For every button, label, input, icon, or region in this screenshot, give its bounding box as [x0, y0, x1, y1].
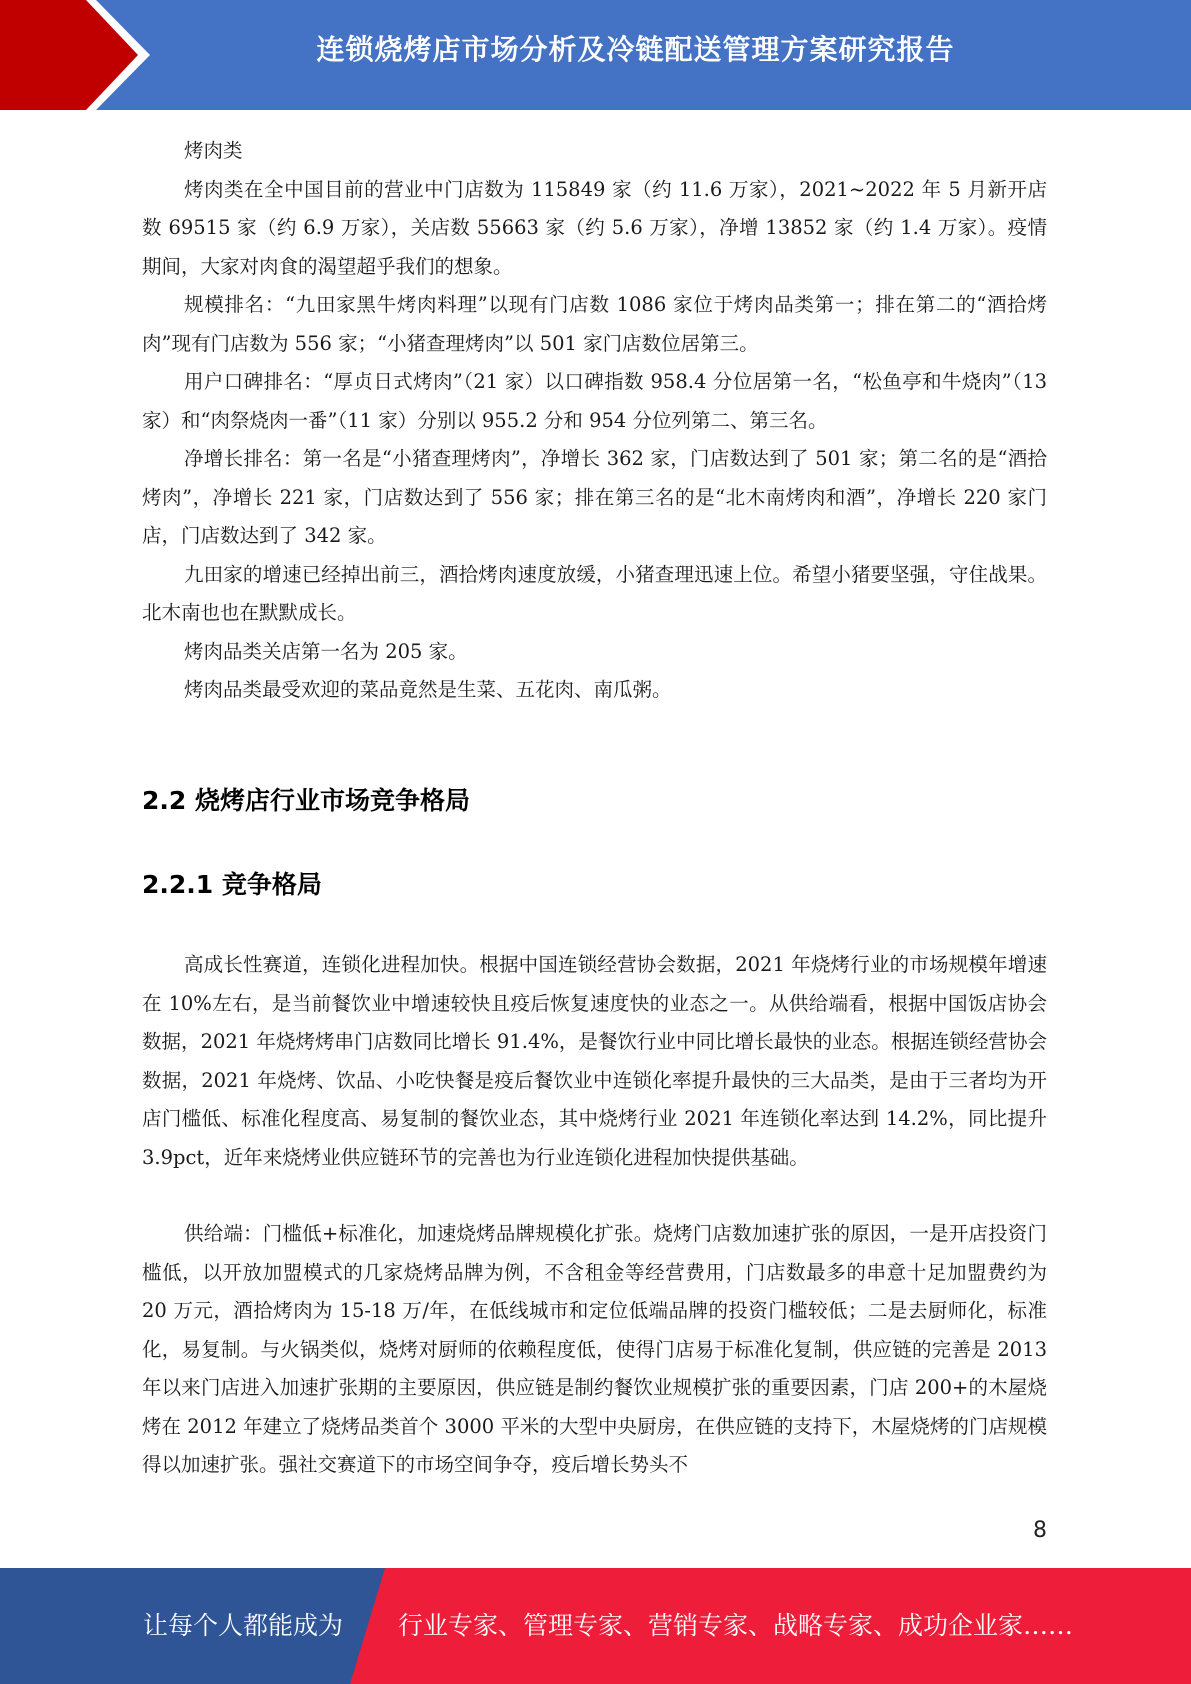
paragraph: 用户口碑排名：“厚贞日式烤肉”（21 家）以口碑指数 958.4 分位居第一名，“松鱼亭和牛烧肉”（13 家）和“肉祭烧肉一番”（11 家）分别以 955.2 分和 954 分位列第二、第三名。: [142, 370, 1047, 432]
section-competition: [142, 946, 1047, 1485]
section-heading-2-2: 2.2 烧烤店行业市场竞争格局: [142, 786, 470, 815]
paragraph: 烤肉品类关店第一名为 205 家。: [184, 639, 468, 663]
paragraph: 烤肉品类最受欢迎的菜品竟然是生菜、五花肉、南瓜粥。: [184, 678, 672, 701]
page-number: 8: [1033, 1518, 1047, 1543]
document-title: 连锁烧烤店市场分析及冷链配送管理方案研究报告: [316, 33, 955, 66]
footer-slogan-right: 行业专家、管理专家、营销专家、战略专家、成功企业家……: [398, 1611, 1074, 1640]
paragraph: 供给端：门槛低+标准化，加速烧烤品牌规模化扩张。烧烤门店数加速扩张的原因，一是开店投资门槛低，以开放加盟模式的几家烧烤品牌为例，不含租金等经营费用，门店数最多的串意十足加盟费约为 20 万元，酒拾烤肉为 15-18 万/年，在低线城市和定位低端品牌的投资门槛较低；二是去厨师化，标准化，易复制。与火锅类似，烧烤对厨师的依赖程度低，使得门店易于标准化复制，供应链的完善是 2013 年以来门店进入加速扩张期的主要原因，供应链是制约餐饮业规模扩张的重要因素，门店 200+的木屋烧烤在 2012 年建立了烧烤品类首个 3000 平米的大型中央厨房，在供应链的支持下，木屋烧烤的门店规模得以加速扩张。强社交赛道下的市场空间争夺，疫后增长势头不: [142, 1222, 1047, 1476]
paragraph: 烤肉类在全中国目前的营业中门店数为 115849 家（约 11.6 万家），2021~2022 年 5 月新开店数 69515 家（约 6.9 万家），关店数 55663 家（约 5.6 万家），净增 13852 家（约 1.4 万家）。疫情期间，大家对肉食的渴望超乎我们的想象。: [142, 177, 1047, 278]
section-heading-2-2-1: 2.2.1 竞争格局: [142, 870, 322, 899]
paragraph: 高成长性赛道，连锁化进程加快。根据中国连锁经营协会数据，2021 年烧烤行业的市场规模年增速在 10%左右，是当前餐饮业中增速较快且疫后恢复速度快的业态之一。从供给端看，根据中国饭店协会数据，2021 年烧烤烤串门店数同比增长 91.4%，是餐饮行业中同比增长最快的业态。根据连锁经营协会数据，2021 年烧烤、饮品、小吃快餐是疫后餐饮业中连锁化率提升最快的三大品类，是由于三者均为开店门槛低、标准化程度高、易复制的餐饮业态，其中烧烤行业 2021 年连锁化率达到 14.2%，同比提升 3.9pct，近年来烧烤业供应链环节的完善也为行业连锁化进程加快提供基础。: [142, 953, 1047, 1169]
footer-bar: [0, 1568, 1191, 1684]
footer-slogan-left: 让每个人都能成为: [143, 1611, 344, 1640]
paragraph: 规模排名：“九田家黑牛烤肉料理”以现有门店数 1086 家位于烤肉品类第一；排在第二的“酒拾烤肉”现有门店数为 556 家；“小猪查理烤肉”以 501 家门店数位居第三。: [142, 293, 1047, 355]
header-bar: [0, 0, 1191, 110]
paragraph: 烤肉类: [184, 139, 243, 162]
paragraph: 净增长排名：第一名是“小猪查理烤肉”，净增长 362 家，门店数达到了 501 家；第二名的是“酒拾烤肉”，净增长 221 家，门店数达到了 556 家；排在第三名的是“北木南烤肉和酒”，净增长 220 家门店，门店数达到了 342 家。: [142, 447, 1047, 547]
section-baked-meat: [142, 132, 1047, 710]
paragraph: 九田家的增速已经掉出前三，酒拾烤肉速度放缓，小猪查理迅速上位。希望小猪要坚强，守住战果。北木南也也在默默成长。: [142, 562, 1047, 624]
